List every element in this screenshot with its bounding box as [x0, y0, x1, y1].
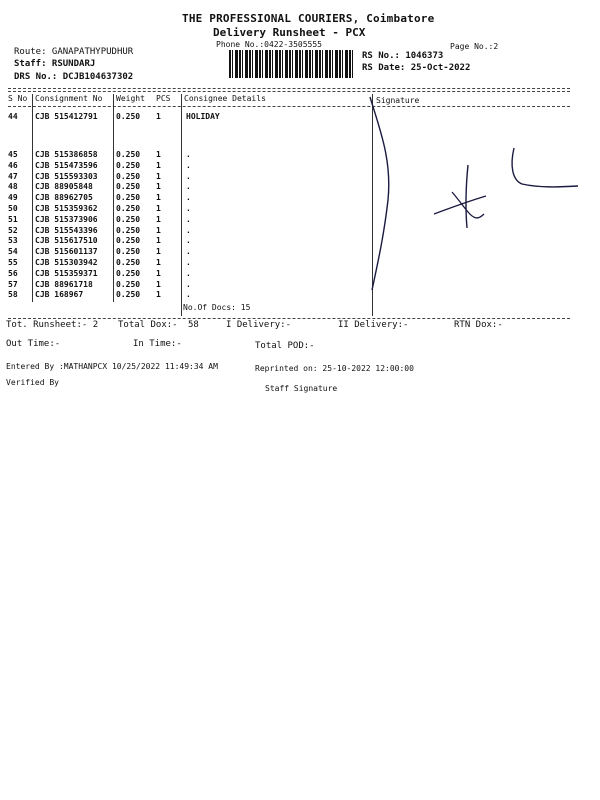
rs-date: RS Date: 25-Oct-2022: [362, 63, 471, 73]
row-details: HOLIDAY: [186, 112, 220, 121]
page-number: Page No.:2: [450, 42, 499, 51]
row-pcs: 1: [156, 112, 161, 121]
row-sno: 44: [8, 112, 18, 121]
row-details: .: [186, 236, 191, 246]
row-pcs: 1: [156, 204, 161, 213]
row-consignment: CJB 515373906: [35, 214, 98, 224]
row-sno: 58: [8, 290, 18, 300]
row-consignment: CJB 515617510: [35, 236, 98, 246]
row-details: .: [186, 247, 191, 257]
row-details: .: [186, 193, 191, 203]
row-sno: 48: [8, 182, 18, 192]
row-consignment: CJB 515593303: [35, 171, 98, 181]
phone-number: Phone No.:0422-3505555: [216, 40, 322, 49]
row-pcs: 1: [156, 182, 161, 192]
in-time: In Time:-: [133, 339, 182, 349]
row-consignment: CJB 168967: [35, 290, 84, 300]
column-pcs: PCS: [156, 94, 171, 103]
row-details: .: [186, 268, 191, 278]
row-weight: 0.250: [116, 268, 141, 278]
row-sno: 49: [8, 193, 18, 203]
row-sno: 46: [8, 160, 18, 170]
row-weight: 0.250: [116, 112, 141, 121]
row-pcs: 1: [156, 171, 161, 181]
row-consignment: CJB 515473596: [35, 160, 98, 170]
row-weight: 0.250: [116, 290, 141, 300]
row-sno: 56: [8, 268, 18, 278]
row-details: .: [186, 279, 191, 289]
company-name: THE PROFESSIONAL COURIERS, Coimbatore: [182, 12, 435, 25]
row-details: .: [186, 290, 191, 300]
row-consignment: CJB 88961718: [35, 279, 93, 289]
row-weight: 0.250: [116, 258, 141, 267]
row-sno: 51: [8, 214, 18, 224]
row-weight: 0.250: [116, 279, 141, 289]
row-consignment: CJB 515601137: [35, 247, 98, 257]
row-weight: 0.250: [116, 150, 141, 159]
row-weight: 0.250: [116, 204, 141, 213]
total-dox-value: 58: [188, 320, 199, 330]
row-weight: 0.250: [116, 225, 141, 235]
row-weight: 0.250: [116, 236, 141, 246]
row-details: .: [186, 182, 191, 192]
row-sno: 50: [8, 204, 18, 213]
row-consignment: CJB 515386858: [35, 150, 98, 159]
column-weight: Weight: [116, 94, 145, 103]
row-consignment: CJB 515359362: [35, 204, 98, 213]
total-pod: Total POD:-: [255, 341, 315, 351]
row-pcs: 1: [156, 193, 161, 203]
column-consignment: Consignment No: [35, 94, 103, 103]
i-delivery: I Delivery:-: [226, 320, 292, 330]
row-sno: 57: [8, 279, 18, 289]
row-details: .: [186, 258, 191, 267]
tot-runsheet: Tot. Runsheet:- 2: [6, 320, 99, 330]
row-consignment: CJB 515412791: [35, 112, 98, 121]
column-sno: S No: [8, 94, 28, 103]
row-consignment: CJB 515303942: [35, 258, 98, 267]
row-details: .: [186, 171, 191, 181]
row-consignment: CJB 515543396: [35, 225, 98, 235]
row-sno: 55: [8, 258, 18, 267]
row-pcs: 1: [156, 236, 161, 246]
row-weight: 0.250: [116, 171, 141, 181]
no-of-docs: No.Of Docs: 15: [183, 303, 251, 312]
rs-number: RS No.: 1046373: [362, 51, 444, 61]
row-pcs: 1: [156, 290, 161, 300]
staff-signature: Staff Signature: [265, 384, 338, 393]
row-details: .: [186, 225, 191, 235]
column-signature: Signature: [376, 96, 420, 105]
row-pcs: 1: [156, 160, 161, 170]
entered-by: Entered By :MATHANPCX 10/25/2022 11:49:34 AM: [6, 362, 218, 371]
row-details: .: [186, 160, 191, 170]
route: Route: GANAPATHYPUDHUR: [14, 47, 134, 57]
row-pcs: 1: [156, 225, 161, 235]
out-time: Out Time:-: [6, 339, 61, 349]
row-sno: 52: [8, 225, 18, 235]
row-weight: 0.250: [116, 247, 141, 257]
row-pcs: 1: [156, 214, 161, 224]
total-dox-label: Total Dox:-: [118, 320, 178, 330]
row-weight: 0.250: [116, 182, 141, 192]
row-details: .: [186, 214, 191, 224]
row-weight: 0.250: [116, 160, 141, 170]
column-details: Consignee Details: [184, 94, 266, 103]
row-sno: 45: [8, 150, 18, 159]
row-sno: 54: [8, 247, 18, 257]
reprinted-on: Reprinted on: 25-10-2022 12:00:00: [255, 364, 414, 373]
row-consignment: CJB 515359371: [35, 268, 98, 278]
row-pcs: 1: [156, 258, 161, 267]
document-title: Delivery Runsheet - PCX: [213, 26, 366, 39]
row-pcs: 1: [156, 279, 161, 289]
drs-number: DRS No.: DCJB104637302: [14, 72, 134, 82]
row-details: .: [186, 150, 191, 159]
rtn-dox: RTN Dox:-: [454, 320, 503, 330]
ii-delivery: II Delivery:-: [338, 320, 409, 330]
row-sno: 53: [8, 236, 18, 246]
row-pcs: 1: [156, 268, 161, 278]
row-sno: 47: [8, 171, 18, 181]
row-pcs: 1: [156, 247, 161, 257]
row-consignment: CJB 88905848: [35, 182, 93, 192]
staff: Staff: RSUNDARJ: [14, 59, 96, 69]
verified-by: Verified By: [6, 378, 59, 387]
row-weight: 0.250: [116, 214, 141, 224]
row-pcs: 1: [156, 150, 161, 159]
row-weight: 0.250: [116, 193, 141, 203]
row-consignment: CJB 88962705: [35, 193, 93, 203]
row-details: .: [186, 204, 191, 213]
